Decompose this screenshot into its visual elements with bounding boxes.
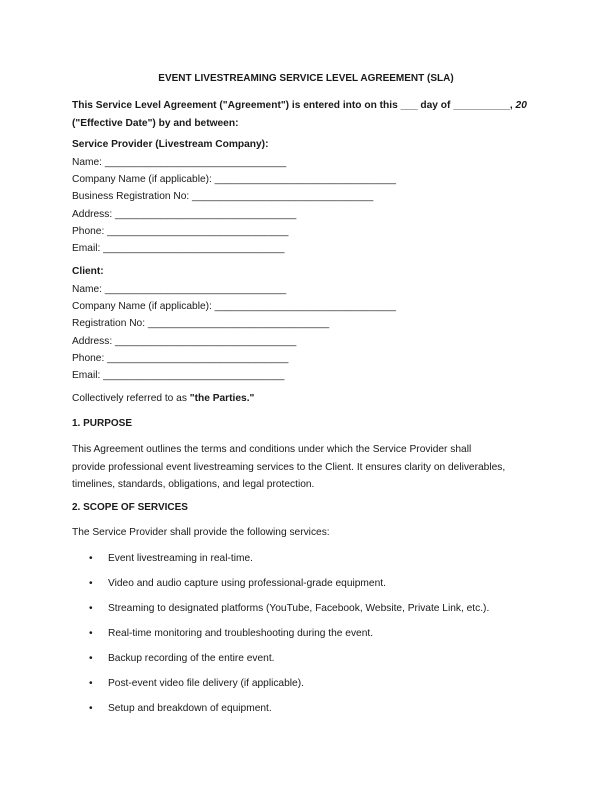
- client-phone-field: Phone: ________________________________: [72, 352, 289, 364]
- collectively-line: Collectively referred to as "the Parties.": [72, 393, 255, 404]
- client-fields: [72, 281, 396, 384]
- provider-phone-field: Phone: ________________________________: [72, 225, 289, 237]
- list-item: • Setup and breakdown of equipment.: [72, 698, 552, 723]
- intro-paragraph: [72, 97, 552, 133]
- section-purpose-body: [72, 441, 548, 494]
- services-list: [72, 548, 552, 723]
- purpose-line: This Agreement outlines the terms and conditions under which the Service Provider shall: [72, 444, 472, 455]
- provider-address-field: Address: ________________________________: [72, 208, 297, 220]
- purpose-line: provide professional event livestreaming services to the Client. It ensures clarity on deliverables,: [72, 461, 506, 473]
- list-item: • Event livestreaming in real-time.: [72, 548, 552, 573]
- client-registration-field: Registration No: ________________________________: [72, 318, 330, 330]
- list-item: • Video and audio capture using professional-grade equipment.: [72, 573, 552, 598]
- section-purpose-heading: 1. PURPOSE: [72, 418, 133, 429]
- list-item: • Post-event video file delivery (if applicable).: [72, 673, 552, 698]
- provider-registration-field: Business Registration No: ________________________________: [72, 191, 374, 203]
- provider-name-field: Name: ________________________________: [72, 157, 287, 168]
- client-heading: Client:: [72, 266, 104, 277]
- purpose-line: timelines, standards, obligations, and legal protection.: [72, 479, 315, 491]
- client-address-field: Address: ________________________________: [72, 335, 297, 347]
- list-item: • Backup recording of the entire event.: [72, 648, 552, 673]
- provider-fields: [72, 154, 396, 257]
- client-email-field: Email: ________________________________: [72, 370, 285, 382]
- intro-line-2: ("Effective Date") by and between:: [72, 118, 239, 129]
- provider-heading: Service Provider (Livestream Company):: [72, 139, 269, 150]
- provider-company-field: Company Name (if applicable): ________________________________: [72, 174, 396, 186]
- provider-email-field: Email: ________________________________: [72, 243, 285, 255]
- document-title: EVENT LIVESTREAMING SERVICE LEVEL AGREEMENT (SLA): [158, 73, 454, 84]
- list-item: • Streaming to designated platforms (YouTube, Facebook, Website, Private Link, etc.).: [72, 598, 552, 623]
- section-scope-intro: The Service Provider shall provide the following services:: [72, 527, 330, 538]
- parties-term: "the Parties.": [189, 393, 255, 404]
- list-item: • Real-time monitoring and troubleshooting during the event.: [72, 623, 552, 648]
- client-company-field: Company Name (if applicable): ________________________________: [72, 301, 396, 313]
- section-scope-heading: 2. SCOPE OF SERVICES: [72, 502, 188, 513]
- intro-year: 20: [512, 100, 527, 111]
- intro-line-1: This Service Level Agreement ("Agreement") is entered into on this ___ day of __________, 20: [72, 100, 527, 111]
- client-name-field: Name: ________________________________: [72, 284, 287, 295]
